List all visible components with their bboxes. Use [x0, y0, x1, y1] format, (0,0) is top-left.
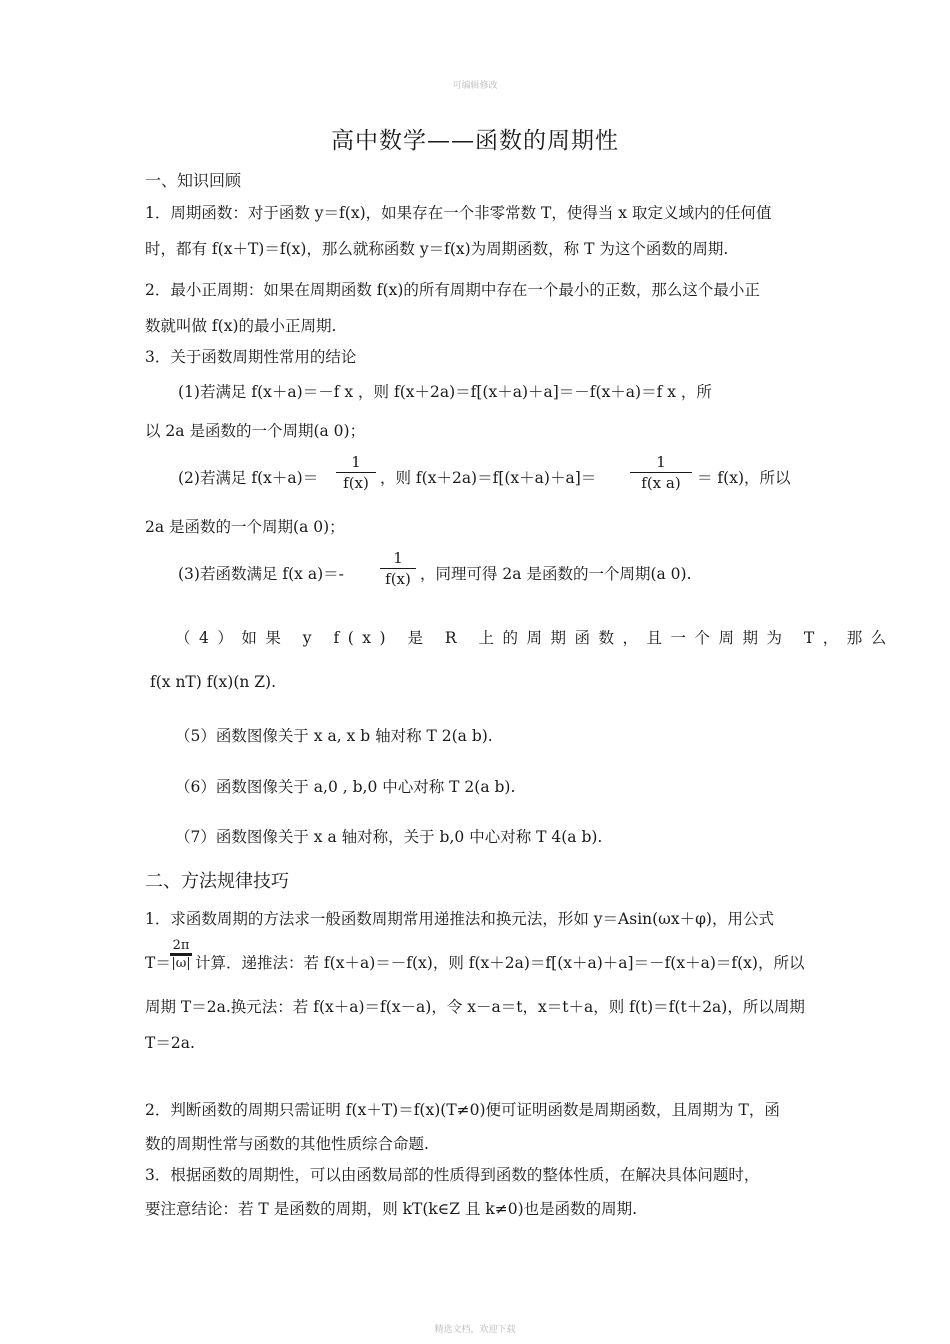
conclusion3-pre: (3)若函数满足 f(x a)＝- — [178, 565, 344, 583]
method3-line1: 3．根据函数的周期性，可以由函数局部的性质得到函数的整体性质，在解决具体问题时， — [145, 1166, 760, 1184]
conclusion5: （5）函数图像关于 x a, x b 轴对称 T 2(a b). — [175, 727, 493, 745]
conclusion1-line1: (1)若满足 f(x＋a)＝－f x ，则 f(x＋2a)＝f[(x＋a)＋a]＝－f(x＋a)＝f x ，所 — [178, 383, 712, 401]
item2-line1: 2．最小正周期：如果在周期函数 f(x)的所有周期中存在一个最小的正数，那么这个最小正 — [145, 281, 760, 299]
section2-heading: 二、方法规律技巧 — [145, 871, 289, 892]
conclusion7: （7）函数图像关于 x a 轴对称，关于 b,0 中心对称 T 4(a b). — [175, 828, 603, 846]
conclusion2-post: ＝ f(x)，所以 — [697, 469, 791, 487]
fraction-numerator: 1 — [656, 453, 666, 471]
method3-line2: 要注意结论：若 T 是函数的周期，则 kT(k∈Z 且 k≠0)也是函数的周期. — [145, 1200, 638, 1218]
conclusion2-fraction1 — [336, 452, 376, 493]
fraction-denominator: |ω| — [171, 956, 191, 971]
fraction-numerator: 1 — [351, 453, 361, 471]
item1-line2: 时，都有 f(x＋T)＝f(x)，那么就称函数 y＝f(x)为周期函数，称 T 为这个函数的周期. — [145, 240, 729, 258]
method2-line2: 数的周期性常与函数的其他性质综合命题. — [145, 1135, 429, 1153]
footer-watermark: 精选文档，欢迎下载 — [434, 1325, 516, 1335]
method1-line2-pre: T＝ — [145, 954, 171, 972]
conclusion1-line2: 以 2a 是函数的一个周期(a 0)； — [145, 422, 366, 440]
conclusion3-fraction — [380, 548, 416, 589]
method2-line1: 2．判断函数的周期只需证明 f(x＋T)＝f(x)(T≠0)便可证明函数是周期函数，且周期为 T，函 — [145, 1101, 780, 1119]
method1-line2-post: 计算．递推法：若 f(x＋a)＝－f(x)，则 f(x＋2a)＝f[(x＋a)＋a]＝－f(x＋a)＝f(x)，所以 — [195, 954, 805, 972]
method1-line1: 1．求函数周期的方法求一般函数周期常用递推法和换元法，形如 y＝Asin(ωx＋φ)，用公式 — [145, 910, 774, 928]
fraction-denominator: f(x) — [385, 570, 411, 588]
conclusion4-line2: f(x nT) f(x)(n Z). — [150, 673, 277, 691]
conclusion2-pre: (2)若满足 f(x＋a)＝ — [178, 469, 319, 487]
fraction-denominator: f(x) — [343, 474, 369, 492]
method1-line4: T＝2a. — [145, 1034, 195, 1052]
conclusion6: （6）函数图像关于 a,0 , b,0 中心对称 T 2(a b). — [175, 778, 516, 796]
item2-line2: 数就叫做 f(x)的最小正周期. — [145, 317, 337, 335]
page-title: 高中数学——函数的周期性 — [331, 128, 619, 154]
fraction-denominator: f(x a) — [641, 474, 681, 492]
fraction-numerator: 2π — [172, 938, 190, 953]
conclusion2-line2: 2a 是函数的一个周期(a 0)； — [145, 518, 345, 536]
header-watermark: 可编辑修改 — [452, 81, 498, 91]
fraction-numerator: 1 — [393, 549, 403, 567]
conclusion2-mid: ，则 f(x＋2a)＝f[(x＋a)＋a]＝ — [380, 469, 597, 487]
method1-line3: 周期 T＝2a.换元法：若 f(x＋a)＝f(x－a)，令 x－a＝t，x＝t＋a，则 f(t)＝f(t＋2a)，所以周期 — [145, 998, 805, 1016]
conclusion4-line1: （4）如果 y f(x) 是 R 上的周期函数，且一个周期为 T，那么 — [175, 629, 895, 647]
item3-heading: 3．关于函数周期性常用的结论 — [145, 348, 357, 366]
item1-line1: 1．周期函数：对于函数 y＝f(x)，如果存在一个非零常数 T，使得当 x 取定义域内的任何值 — [145, 204, 772, 222]
conclusion3-post: ，同理可得 2a 是函数的一个周期(a 0). — [420, 565, 692, 583]
section1-heading: 一、知识回顾 — [145, 171, 242, 190]
conclusion2-fraction2 — [630, 452, 692, 493]
method1-fraction — [170, 938, 192, 971]
